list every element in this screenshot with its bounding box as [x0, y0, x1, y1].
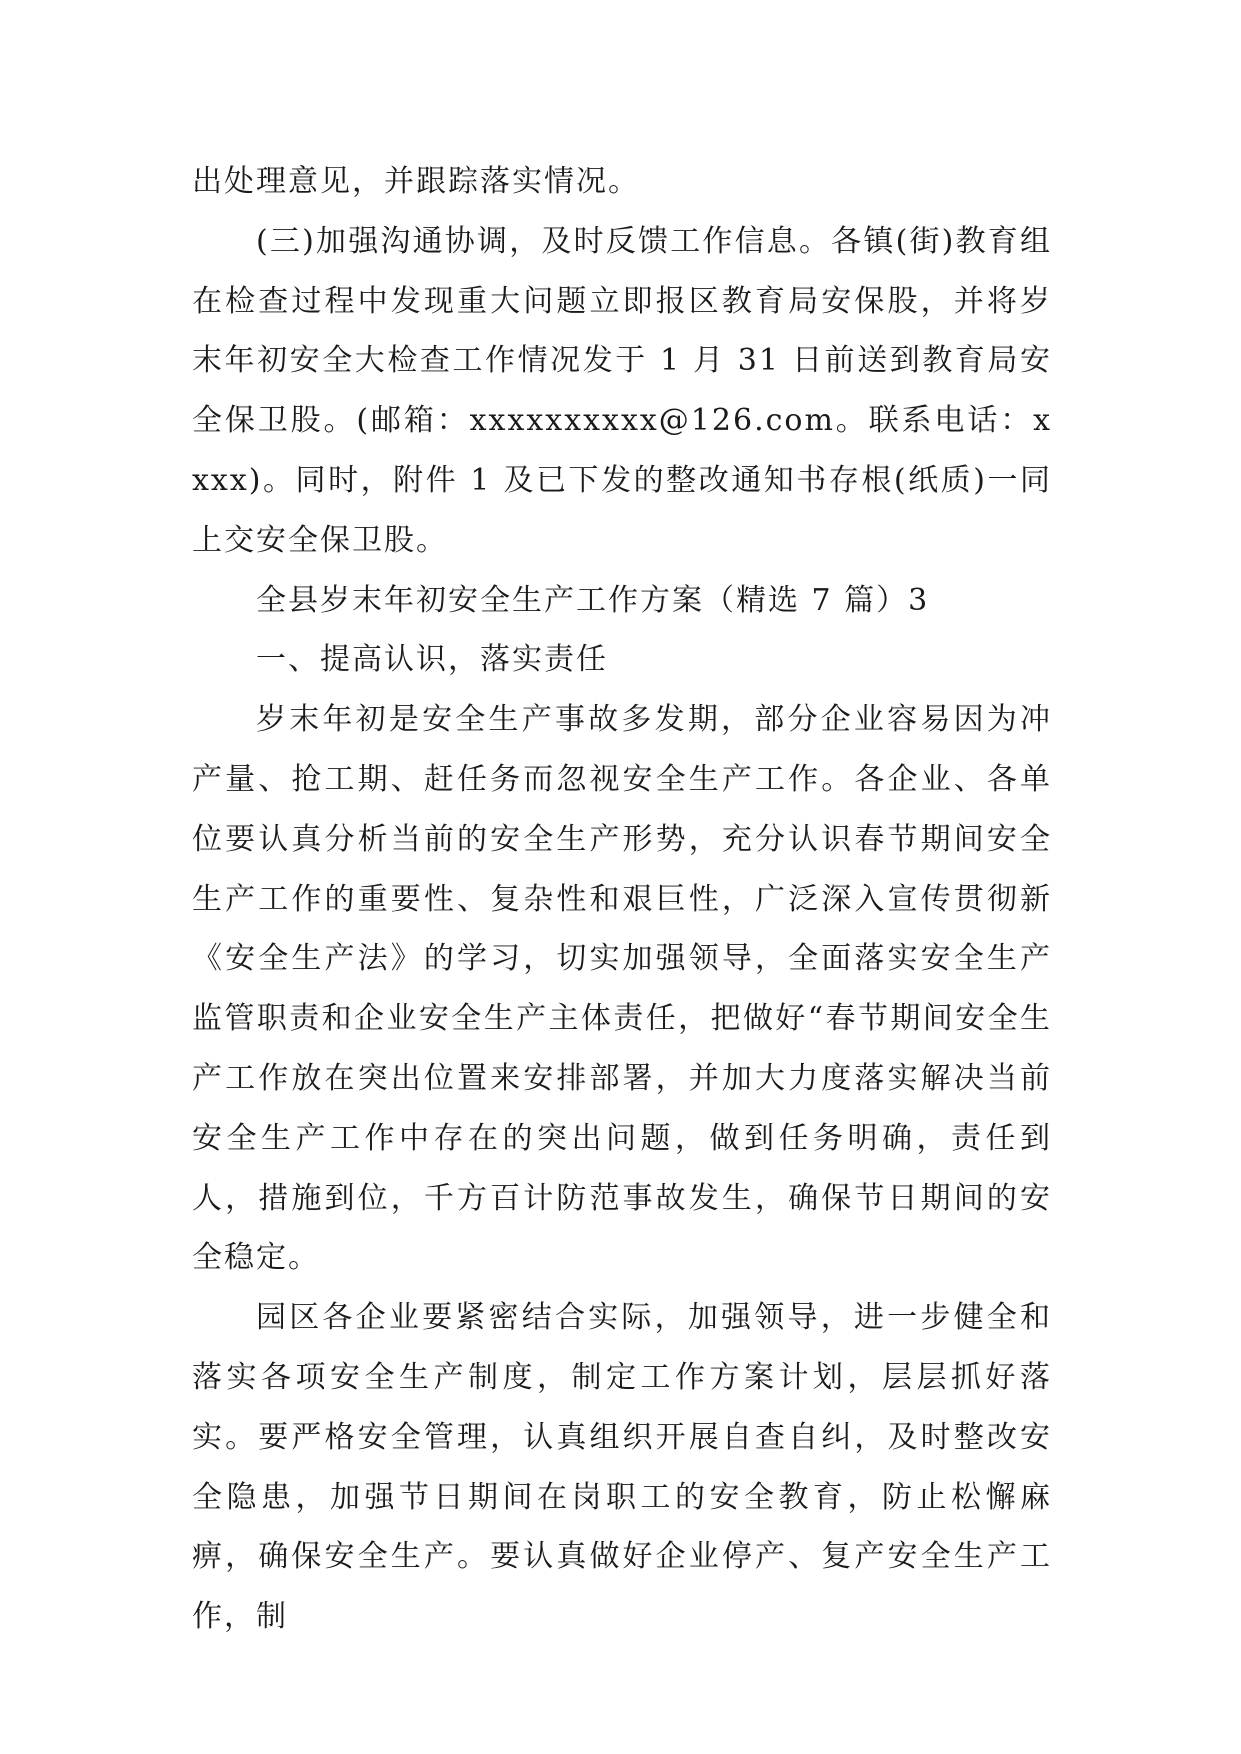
document-body [192, 152, 1052, 1647]
paragraph-continuation: 出处理意见，并跟踪落实情况。 [192, 164, 640, 199]
paragraph-awareness: 岁末年初是安全生产事故多发期，部分企业容易因为冲产量、抢工期、赶任务而忽视安全生产工作。各企业、各单位要认真分析当前的安全生产形势，充分认识春节期间安全生产工作的重要性、复杂性和艰巨性，广泛深入宣传贯彻新《安全生产法》的学习，切实加强领导，全面落实安全生产监管职责和企业安全生产主体责任，把做好“春节期间安全生产工作放在突出位置来安排部署，并加大力度落实解决当前安全生产工作中存在的突出问题，做到任务明确，责任到人，措施到位，千方百计防范事故发生，确保节日期间的安全稳定。 [192, 702, 1052, 1276]
paragraph-communication: (三)加强沟通协调，及时反馈工作信息。各镇(街)教育组在检查过程中发现重大问题立即报区教育局安保股，并将岁末年初安全大检查工作情况发于 1 月 31 日前送到教育局安全保卫股。(邮箱：xxxxxxxxxx@126.com。联系电话：xxxx)。同时，附件 1 及已下发的整改通知书存根(纸质)一同上交安全保卫股。 [192, 223, 1052, 558]
section-title: 全县岁末年初安全生产工作方案（精选 7 篇）3 [256, 582, 930, 618]
section-heading: 一、提高认识，落实责任 [256, 642, 608, 678]
paragraph-park-enterprises: 园区各企业要紧密结合实际，加强领导，进一步健全和落实各项安全生产制度，制定工作方案计划，层层抓好落实。要严格安全管理，认真组织开展自查自纠，及时整改安全隐患，加强节日期间在岗职工的安全教育，防止松懈麻痹，确保安全生产。要认真做好企业停产、复产安全生产工作，制 [192, 1300, 1052, 1635]
